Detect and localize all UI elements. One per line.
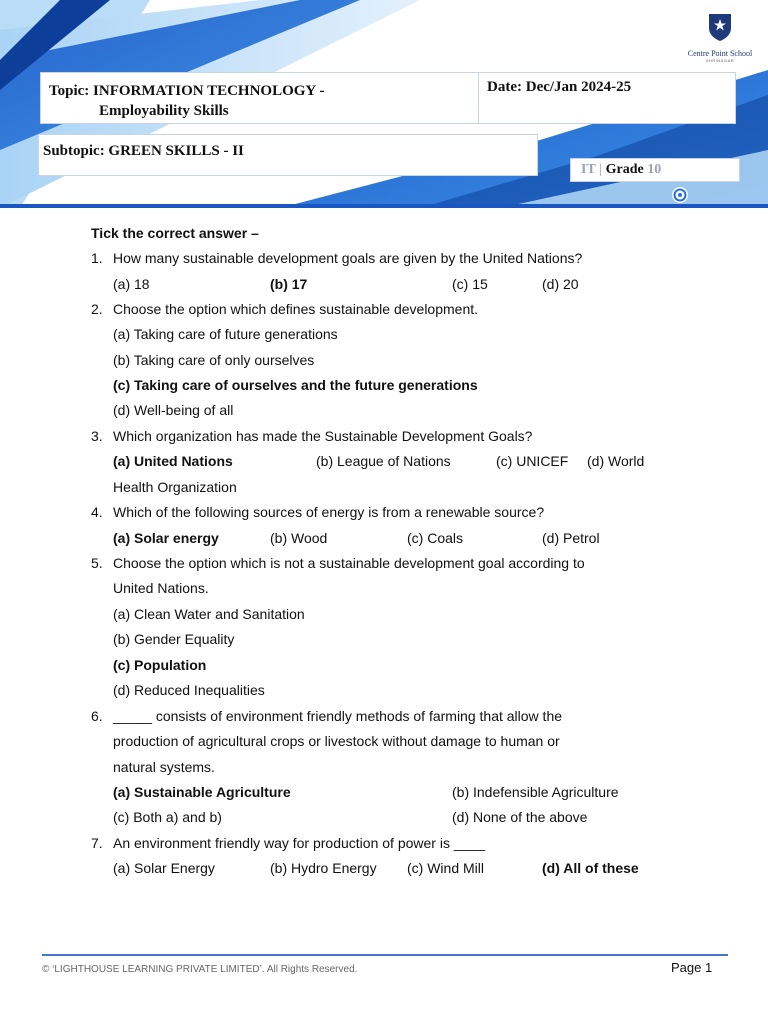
topic-line-2: Employability Skills bbox=[99, 103, 229, 119]
topic-title bbox=[49, 81, 324, 121]
question-number: 7. bbox=[91, 835, 103, 851]
school-name: Centre Point School bbox=[687, 49, 753, 58]
question-5-line-2: United Nations. bbox=[113, 580, 209, 596]
gear-icon bbox=[671, 186, 689, 204]
grade-number: 10 bbox=[647, 162, 662, 177]
question-text: Which organization has made the Sustainable Development Goals? bbox=[113, 428, 533, 444]
question-6-line-2: production of agricultural crops or livestock without damage to human or bbox=[113, 733, 560, 749]
question-6-line-3: natural systems. bbox=[113, 759, 215, 775]
shield-icon bbox=[707, 12, 733, 42]
option-2a[interactable]: (a) Taking care of future generations bbox=[113, 326, 338, 342]
grade-label bbox=[581, 162, 661, 178]
grade-subject: IT bbox=[581, 162, 596, 177]
option-3b[interactable]: (b) League of Nations bbox=[316, 453, 451, 469]
option-7d[interactable]: (d) All of these bbox=[542, 860, 639, 876]
school-logo bbox=[680, 12, 760, 63]
date-label: Date: Dec/Jan 2024-25 bbox=[487, 79, 632, 95]
grade-box bbox=[570, 158, 740, 182]
question-text: _____ consists of environment friendly methods of farming that allow the bbox=[113, 708, 563, 724]
option-3d[interactable]: (d) World bbox=[587, 453, 645, 469]
question-text: How many sustainable development goals are given by the United Nations? bbox=[113, 250, 583, 266]
question-number: 6. bbox=[91, 708, 103, 724]
option-1a[interactable]: (a) 18 bbox=[113, 276, 150, 292]
question-text: Which of the following sources of energy is from a renewable source? bbox=[113, 504, 545, 520]
option-2d[interactable]: (d) Well-being of all bbox=[113, 402, 234, 418]
option-5a[interactable]: (a) Clean Water and Sanitation bbox=[113, 606, 305, 622]
option-6d[interactable]: (d) None of the above bbox=[452, 809, 588, 825]
option-3d-continuation: Health Organization bbox=[113, 479, 237, 495]
option-7a[interactable]: (a) Solar Energy bbox=[113, 860, 215, 876]
question-number: 4. bbox=[91, 504, 103, 520]
option-1b[interactable]: (b) 17 bbox=[270, 276, 308, 292]
subtopic-box bbox=[38, 134, 538, 176]
question-number: 5. bbox=[91, 555, 103, 571]
option-4c[interactable]: (c) Coals bbox=[407, 530, 464, 546]
question-text: Choose the option which is not a sustainable development goal according to bbox=[113, 555, 585, 571]
question-text: Choose the option which defines sustainable development. bbox=[113, 301, 479, 317]
footer-divider bbox=[42, 954, 728, 956]
option-3a[interactable]: (a) United Nations bbox=[113, 453, 233, 469]
question-number: 1. bbox=[91, 250, 103, 266]
option-2c[interactable]: (c) Taking care of ourselves and the future generations bbox=[113, 377, 478, 393]
option-7b[interactable]: (b) Hydro Energy bbox=[270, 860, 377, 876]
footer-copyright: © ‘LIGHTHOUSE LEARNING PRIVATE LIMITED’. All Rights Reserved. bbox=[42, 964, 358, 975]
option-1d[interactable]: (d) 20 bbox=[542, 276, 579, 292]
question-number: 2. bbox=[91, 301, 103, 317]
instructions: Tick the correct answer – bbox=[91, 225, 259, 241]
topic-line-1: Topic: INFORMATION TECHNOLOGY - bbox=[49, 83, 325, 99]
option-3c[interactable]: (c) UNICEF bbox=[496, 453, 569, 469]
grade-separator: | bbox=[599, 162, 603, 177]
grade-word: Grade bbox=[605, 162, 644, 177]
option-4d[interactable]: (d) Petrol bbox=[542, 530, 600, 546]
page-header bbox=[0, 0, 768, 208]
option-6c[interactable]: (c) Both a) and b) bbox=[113, 809, 222, 825]
question-number: 3. bbox=[91, 428, 103, 444]
school-location: SHRINAGAR bbox=[705, 58, 735, 63]
option-7c[interactable]: (c) Wind Mill bbox=[407, 860, 484, 876]
option-2b[interactable]: (b) Taking care of only ourselves bbox=[113, 352, 315, 368]
option-1c[interactable]: (c) 15 bbox=[452, 276, 488, 292]
question-text: An environment friendly way for production of power is ____ bbox=[113, 835, 485, 851]
option-5d[interactable]: (d) Reduced Inequalities bbox=[113, 682, 265, 698]
date-box bbox=[478, 72, 736, 124]
option-4a[interactable]: (a) Solar energy bbox=[113, 530, 219, 546]
option-6a[interactable]: (a) Sustainable Agriculture bbox=[113, 784, 291, 800]
topic-box bbox=[40, 72, 480, 124]
option-5c[interactable]: (c) Population bbox=[113, 657, 207, 673]
option-4b[interactable]: (b) Wood bbox=[270, 530, 328, 546]
option-6b[interactable]: (b) Indefensible Agriculture bbox=[452, 784, 619, 800]
option-5b[interactable]: (b) Gender Equality bbox=[113, 631, 235, 647]
subtopic-title: Subtopic: GREEN SKILLS - II bbox=[43, 143, 244, 159]
page-number: Page 1 bbox=[671, 960, 713, 975]
